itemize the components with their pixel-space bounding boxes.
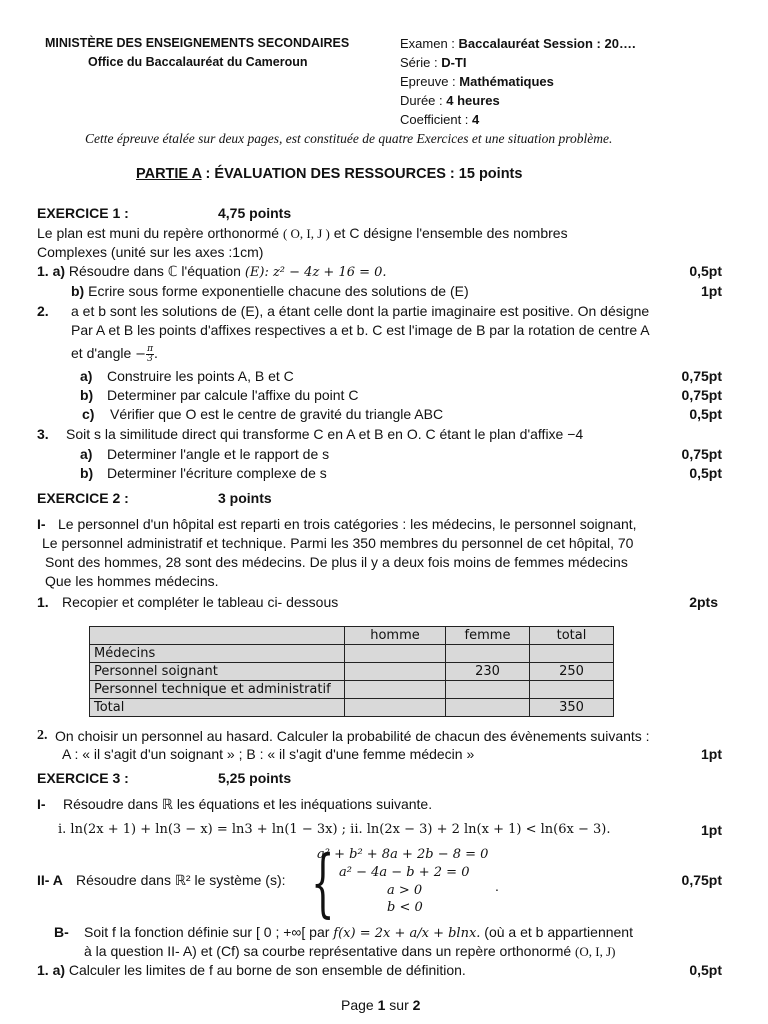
table-cell bbox=[345, 645, 446, 663]
ex1-q2b-label: b) bbox=[80, 387, 94, 403]
system-equation-3: a > 0 bbox=[387, 883, 423, 898]
ex1-q2a: Construire les points A, B et C bbox=[107, 368, 294, 384]
ex1-q2b-points: 0,75pt bbox=[681, 387, 722, 403]
ex2-q1-number: 1. bbox=[37, 594, 49, 610]
ex1-q3a-label: a) bbox=[80, 446, 93, 462]
table-cell bbox=[530, 681, 614, 699]
exam-line: Examen : Baccalauréat Session : 20…. bbox=[400, 36, 636, 51]
ex2-intro-line1: Le personnel d'un hôpital est reparti en trois catégories : les médecins, le personnel soignant, bbox=[58, 516, 637, 532]
ex1-q3b: Determiner l'écriture complexe de s bbox=[107, 465, 327, 481]
ex1-q2a-points: 0,75pt bbox=[681, 368, 722, 384]
office-name: Office du Baccalauréat du Cameroun bbox=[88, 55, 308, 69]
ex3-B-line1: Soit f la fonction définie sur [ 0 ; +∞[ par f(x) = 2x + a/x + blnx. (où a et b appartiennent bbox=[84, 924, 633, 941]
ex1-q3a: Determiner l'angle et le rapport de s bbox=[107, 446, 330, 462]
ex1-q1b-points: 1pt bbox=[701, 283, 722, 299]
ex3-equations: i. ln(2x + 1) + ln(3 − x) = ln3 + ln(1 − 3x) ; ii. ln(2x − 3) + 2 ln(x + 1) < ln(6x − 3). bbox=[58, 822, 611, 837]
table-row bbox=[90, 645, 614, 663]
table-cell bbox=[446, 681, 530, 699]
ex1-q1b: b) Ecrire sous forme exponentielle chacune des solutions de (E) bbox=[71, 283, 469, 299]
serie-line: Série : D-TI bbox=[400, 55, 467, 70]
ex1-q3-number: 3. bbox=[37, 426, 49, 442]
ex1-intro-line2: Complexes (unité sur les axes :1cm) bbox=[37, 244, 264, 260]
table-header-row bbox=[90, 627, 614, 645]
table-cell: Total bbox=[90, 699, 345, 717]
ex3-q1a-points: 0,5pt bbox=[689, 962, 722, 978]
ex3-IIA-text: Résoudre dans ℝ² le système (s): bbox=[76, 872, 286, 888]
partie-a-title: PARTIE A : ÉVALUATION DES RESSOURCES : 15 points bbox=[136, 166, 523, 182]
ex1-q1a: 1. a) Résoudre dans ℂ l'équation (E): z² − 4z + 16 = 0. bbox=[37, 263, 387, 280]
ex1-q2c-label: c) bbox=[82, 406, 95, 422]
ex2-title: EXERCICE 2 : bbox=[37, 490, 129, 506]
ex1-q2-line1: a et b sont les solutions de (E), a étant celle dont la partie imaginaire est positive. On désigne bbox=[71, 303, 650, 319]
ex2-intro-line2: Le personnel administratif et technique. Parmi les 350 membres du personnel de cet hôpital, 70 bbox=[42, 535, 634, 551]
ex2-q2-number: 2. bbox=[37, 728, 48, 743]
table-cell: Médecins bbox=[90, 645, 345, 663]
table-cell bbox=[345, 681, 446, 699]
table-cell bbox=[446, 699, 530, 717]
epreuve-line: Epreuve : Mathématiques bbox=[400, 74, 554, 89]
ex2-q1-points: 2pts bbox=[689, 594, 718, 610]
ex3-part-I-text: Résoudre dans ℝ les équations et les inéquations suivante. bbox=[63, 796, 433, 812]
duree-line: Durée : 4 heures bbox=[400, 93, 500, 108]
ex1-q2-number: 2. bbox=[37, 303, 49, 319]
ex2-q1: Recopier et compléter le tableau ci- dessous bbox=[62, 594, 339, 610]
ex3-points: 5,25 points bbox=[218, 770, 292, 786]
ex1-q3b-points: 0,5pt bbox=[689, 465, 722, 481]
ex1-q2c-points: 0,5pt bbox=[689, 406, 722, 422]
table-header-cell: femme bbox=[446, 627, 530, 645]
ex3-IIA-points: 0,75pt bbox=[681, 872, 722, 888]
table-row bbox=[90, 681, 614, 699]
system-equation-2: a² − 4a − b + 2 = 0 bbox=[339, 865, 470, 880]
ex1-q3b-label: b) bbox=[80, 465, 94, 481]
table-header-cell bbox=[90, 627, 345, 645]
ex3-B-label: B- bbox=[54, 924, 69, 940]
table-row bbox=[90, 699, 614, 717]
ex1-q2-line3: et d'angle − $\frac{\pi}{3}$ . bbox=[71, 344, 158, 364]
personnel-table bbox=[89, 626, 614, 717]
coefficient-line: Coefficient : 4 bbox=[400, 112, 480, 127]
table-cell: 250 bbox=[530, 663, 614, 681]
ex2-q2-points: 1pt bbox=[701, 746, 722, 762]
system-equation-1: a² + b² + 8a + 2b − 8 = 0 bbox=[317, 847, 489, 862]
table-cell: Personnel soignant bbox=[90, 663, 345, 681]
ex1-title: EXERCICE 1 : bbox=[37, 205, 129, 221]
page-number: Page 1 sur 2 bbox=[341, 997, 421, 1013]
system-period: . bbox=[495, 878, 499, 894]
system-equation-4: b < 0 bbox=[387, 900, 423, 915]
ex2-points: 3 points bbox=[218, 490, 272, 506]
ex1-q2b: Determiner par calcule l'affixe du point C bbox=[107, 387, 359, 403]
ex3-title: EXERCICE 3 : bbox=[37, 770, 129, 786]
table-header-cell: homme bbox=[345, 627, 446, 645]
table-cell: 230 bbox=[446, 663, 530, 681]
ex3-I-points: 1pt bbox=[701, 822, 722, 838]
ex2-q2-line2: A : « il s'agit d'un soignant » ; B : « il s'agit d'une femme médecin » bbox=[62, 746, 475, 762]
table-cell bbox=[446, 645, 530, 663]
table-cell bbox=[345, 699, 446, 717]
ex1-q2a-label: a) bbox=[80, 368, 93, 384]
ex1-points: 4,75 points bbox=[218, 205, 292, 221]
table-cell: Personnel technique et administratif bbox=[90, 681, 345, 699]
ex2-intro-line3: Sont des hommes, 28 sont des médecins. De plus il y a deux fois moins de femmes médecins bbox=[45, 554, 628, 570]
ex1-q3: Soit s la similitude direct qui transforme C en A et B en O. C étant le plan d'affixe −4 bbox=[66, 426, 584, 442]
ex2-intro-line4: Que les hommes médecins. bbox=[45, 573, 219, 589]
system-brace: { bbox=[311, 840, 335, 926]
ex1-q1a-points: 0,5pt bbox=[689, 263, 722, 279]
ex1-q3a-points: 0,75pt bbox=[681, 446, 722, 462]
ex3-q1a: 1. a) Calculer les limites de f au borne de son ensemble de définition. bbox=[37, 962, 466, 978]
ex3-IIA-label: II- A bbox=[37, 872, 63, 888]
ex1-q2-line2: Par A et B les points d'affixes respectives a et b. C est l'image de B par la rotation de centre A bbox=[71, 322, 650, 338]
ex3-B-line2: à la question II- A) et (Cf) sa courbe représentative dans un repère orthonormé (O, I, J) bbox=[84, 943, 616, 959]
ministry-name: MINISTÈRE DES ENSEIGNEMENTS SECONDAIRES bbox=[45, 36, 350, 50]
table-cell bbox=[530, 645, 614, 663]
table-row bbox=[90, 663, 614, 681]
ex2-q2-line1: On choisir un personnel au hasard. Calculer la probabilité de chacun des évènements suivants : bbox=[55, 728, 650, 744]
ex1-intro-line1: Le plan est muni du repère orthonormé ( O, I, J ) et C désigne l'ensemble des nombres bbox=[37, 225, 568, 241]
table-cell bbox=[345, 663, 446, 681]
intro-note: Cette épreuve étalée sur deux pages, est constituée de quatre Exercices et une situation problème. bbox=[85, 131, 613, 146]
ex2-part-I-label: I- bbox=[37, 516, 46, 532]
ex1-q2c: Vérifier que O est le centre de gravité du triangle ABC bbox=[110, 406, 444, 422]
table-cell: 350 bbox=[530, 699, 614, 717]
table-header-cell: total bbox=[530, 627, 614, 645]
ex3-part-I-label: I- bbox=[37, 796, 46, 812]
